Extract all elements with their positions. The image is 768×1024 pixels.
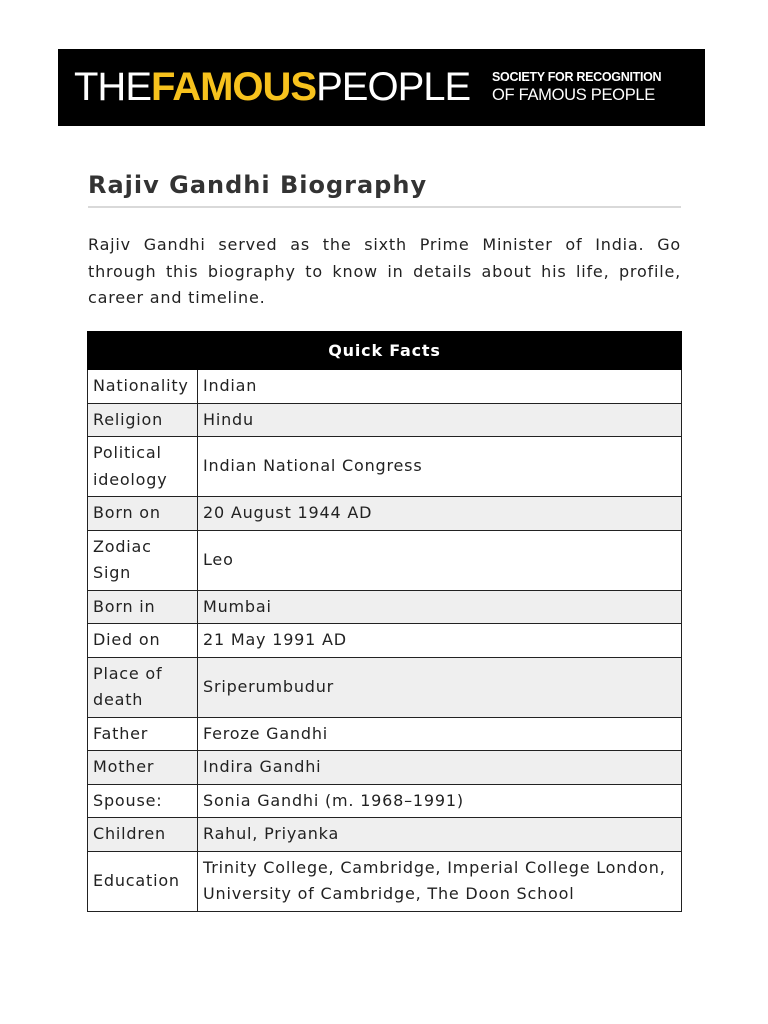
table-row — [88, 497, 682, 531]
logo-text-famous: FAMOUS — [151, 65, 317, 109]
site-logo[interactable] — [74, 62, 470, 112]
table-row — [88, 437, 682, 497]
fact-value: Leo — [198, 530, 682, 590]
quick-facts-header-row — [88, 332, 682, 370]
fact-value: Indian National Congress — [198, 437, 682, 497]
fact-value: 20 August 1944 AD — [198, 497, 682, 531]
intro-paragraph: Rajiv Gandhi served as the sixth Prime Minister of India. Go through this biography to know in details about his life, profile, career and timeline. — [88, 235, 681, 307]
fact-label: Died on — [88, 624, 198, 658]
fact-label: Political ideology — [88, 437, 198, 497]
fact-label: Place of death — [88, 657, 198, 717]
fact-value: Sonia Gandhi (m. 1968–1991) — [198, 784, 682, 818]
tagline-line-1: SOCIETY FOR RECOGNITION — [492, 70, 662, 84]
table-row — [88, 751, 682, 785]
fact-label: Mother — [88, 751, 198, 785]
fact-label: Education — [88, 851, 198, 911]
fact-value: Indira Gandhi — [198, 751, 682, 785]
table-row — [88, 851, 682, 911]
fact-value: Trinity College, Cambridge, Imperial College London, University of Cambridge, The Doon School — [198, 851, 682, 911]
table-row — [88, 784, 682, 818]
fact-label: Father — [88, 717, 198, 751]
logo-text-the: THE — [74, 65, 151, 109]
logo-text-people: PEOPLE — [316, 65, 471, 109]
fact-label: Born on — [88, 497, 198, 531]
fact-value: Indian — [198, 370, 682, 404]
page-title: Rajiv Gandhi Biography — [88, 171, 428, 199]
fact-value: Hindu — [198, 403, 682, 437]
title-divider — [88, 206, 681, 208]
tagline-line-2: OF FAMOUS PEOPLE — [492, 86, 655, 104]
quick-facts-table — [87, 331, 682, 912]
fact-value: Mumbai — [198, 590, 682, 624]
site-tagline — [492, 70, 661, 106]
fact-label: Zodiac Sign — [88, 530, 198, 590]
table-row — [88, 403, 682, 437]
quick-facts-header: Quick Facts — [88, 332, 682, 370]
fact-label: Religion — [88, 403, 198, 437]
fact-value: 21 May 1991 AD — [198, 624, 682, 658]
table-row — [88, 370, 682, 404]
fact-label: Nationality — [88, 370, 198, 404]
fact-label: Children — [88, 818, 198, 852]
table-row — [88, 657, 682, 717]
table-row — [88, 624, 682, 658]
fact-label: Born in — [88, 590, 198, 624]
fact-label: Spouse: — [88, 784, 198, 818]
fact-value: Rahul, Priyanka — [198, 818, 682, 852]
table-row — [88, 818, 682, 852]
table-row — [88, 717, 682, 751]
table-row — [88, 530, 682, 590]
fact-value: Sriperumbudur — [198, 657, 682, 717]
fact-value: Feroze Gandhi — [198, 717, 682, 751]
table-row — [88, 590, 682, 624]
site-banner[interactable] — [58, 49, 705, 126]
